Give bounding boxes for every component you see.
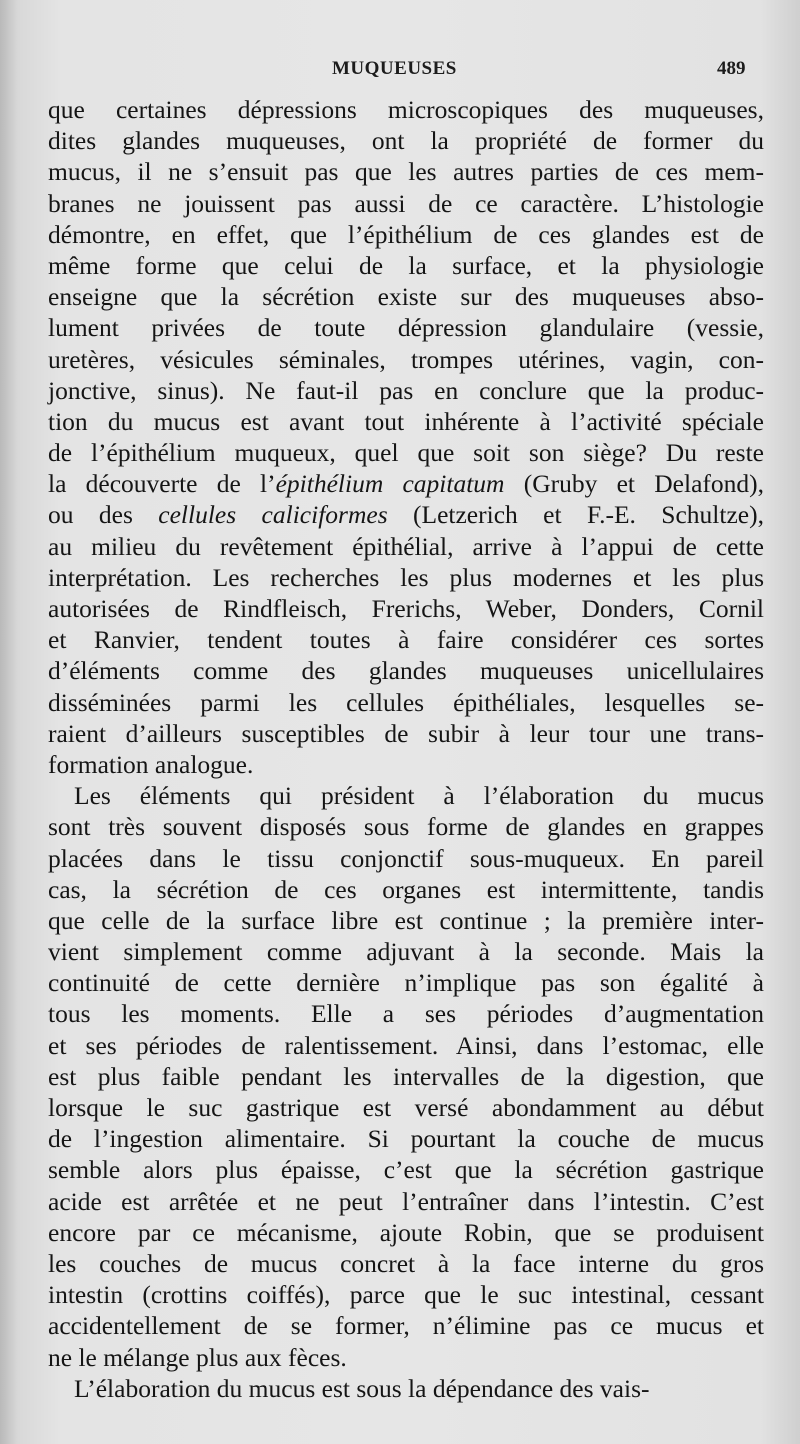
text-line: que certaines dépressions microscopiques des muqueuses,: [48, 95, 764, 124]
text-line: de l’épithélium muqueux, quel que soit son siège? Du reste: [48, 438, 764, 468]
text-line: ou des cellules caliciformes (Letzerich et F.-E. Schultze),: [48, 500, 764, 530]
text-line: encore par ce mécanisme, ajoute Robin, que se produisent: [48, 1217, 764, 1247]
text-line: autorisées de Rindfleisch, Frerichs, Weber, Donders, Cornil: [48, 594, 764, 623]
text-line: même forme que celui de la surface, et la physiologie: [48, 250, 764, 280]
text-line: d’éléments comme des glandes muqueuses unicellulaires: [48, 656, 764, 686]
text-line: interprétation. Les recherches les plus modernes et les plus: [48, 562, 764, 592]
text-line: que celle de la surface libre est continue ; la première inter-: [48, 905, 764, 935]
text-line: placées dans le tissu conjonctif sous-muqueux. En pareil: [48, 843, 764, 873]
paragraph-end-line: ne le mélange plus aux fèces.: [48, 1342, 347, 1372]
text-line: et Ranvier, tendent toutes à faire considérer ces sortes: [48, 625, 764, 655]
text-line: de l’ingestion alimentaire. Si pourtant la couche de mucus: [48, 1124, 764, 1154]
text-line: démontre, en effet, que l’épithélium de ces glandes est de: [48, 219, 764, 249]
text-line: tous les moments. Elle a ses périodes d’augmentation: [48, 999, 764, 1029]
text-line: tion du mucus est avant tout inhérente à l’activité spéciale: [48, 406, 764, 436]
text-line: uretères, vésicules séminales, trompes utérines, vagin, con-: [48, 344, 764, 374]
text-line: intestin (crottins coiffés), parce que le suc intestinal, cessant: [48, 1280, 764, 1310]
text-line: raient d’ailleurs susceptibles de subir à leur tour une trans-: [48, 718, 764, 748]
text-line: semble alors plus épaisse, c’est que la sécrétion gastrique: [48, 1155, 764, 1185]
paragraph-start-line: Les éléments qui président à l’élaboration du mucus: [74, 781, 764, 811]
page-number: 489: [717, 58, 746, 79]
text-line: continuité de cette dernière n’implique pas son égalité à: [48, 968, 764, 998]
text-line: dites glandes muqueuses, ont la propriété de former du: [48, 126, 764, 156]
text-line: branes ne jouissent pas aussi de ce caractère. L’histologie: [48, 188, 764, 218]
text-line: et ses périodes de ralentissement. Ainsi, dans l’estomac, elle: [48, 1030, 764, 1060]
page-header: [0, 58, 800, 88]
text-line: est plus faible pendant les intervalles de la digestion, que: [48, 1061, 764, 1091]
text-line: enseigne que la sécrétion existe sur des muqueuses abso-: [48, 282, 764, 312]
text-line: lument privées de toute dépression glandulaire (vessie,: [48, 313, 764, 343]
text-line: au milieu du revêtement épithélial, arrive à l’appui de cette: [48, 531, 764, 561]
italic-term: épithélium capitatum: [275, 469, 505, 499]
text-line: mucus, il ne s’ensuit pas que les autres parties de ces mem-: [48, 157, 764, 187]
text-line: jonctive, sinus). Ne faut-il pas en conclure que la produc-: [48, 375, 764, 405]
text-line: la découverte de l’épithélium capitatum (Gruby et Delafond),: [48, 469, 764, 499]
paragraph-end-line: formation analogue.: [48, 749, 254, 779]
text-line: vient simplement comme adjuvant à la seconde. Mais la: [48, 937, 764, 967]
paragraph-start-line: L’élaboration du mucus est sous la dépendance des vais-: [74, 1373, 650, 1403]
text-line: les couches de mucus concret à la face interne du gros: [48, 1248, 764, 1278]
text-line: accidentellement de se former, n’élimine pas ce mucus et: [48, 1311, 764, 1341]
running-title: MUQUEUSES: [332, 58, 457, 79]
text-line: cas, la sécrétion de ces organes est intermittente, tandis: [48, 874, 764, 904]
body-text: [48, 94, 764, 1404]
text-line: disséminées parmi les cellules épithéliales, lesquelles se-: [48, 687, 764, 717]
text-line: sont très souvent disposés sous forme de glandes en grappes: [48, 812, 764, 842]
text-line: lorsque le suc gastrique est versé abondamment au début: [48, 1093, 764, 1122]
text-line: acide est arrêtée et ne peut l’entraîner dans l’intestin. C’est: [48, 1186, 764, 1216]
italic-term: cellules caliciformes: [158, 500, 388, 530]
